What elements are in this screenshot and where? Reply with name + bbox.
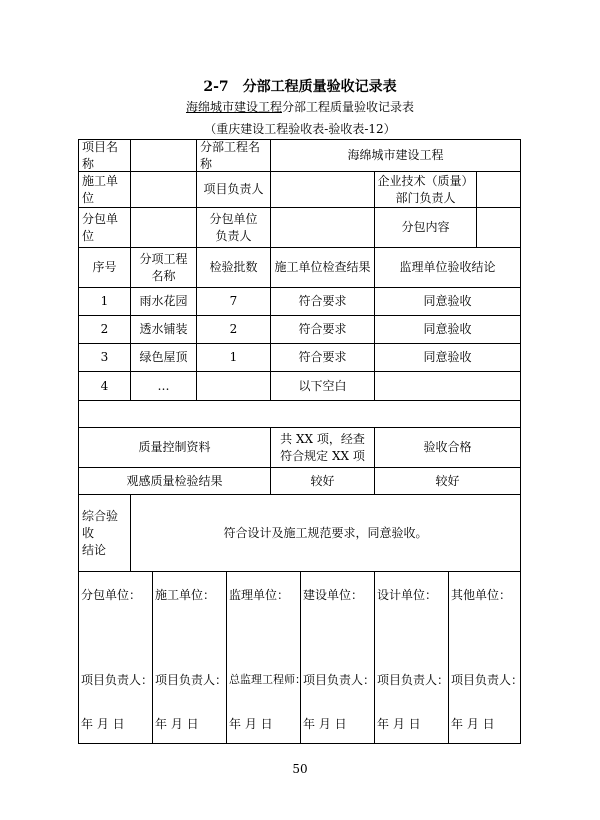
sig-person-owner: 项目负责人： bbox=[303, 673, 376, 687]
tech-lead-label-line1: 企业技术（质量） bbox=[377, 173, 474, 188]
sig-date-owner: 年 月 日 bbox=[303, 717, 347, 731]
overall-label bbox=[78, 494, 131, 572]
sig-person-designer: 项目负责人： bbox=[377, 673, 450, 687]
page-number: 50 bbox=[292, 762, 308, 776]
sub-manager-label-line2: 负责人 bbox=[215, 228, 252, 243]
subtitle-rest: 分部工程质量验收记录表 bbox=[282, 100, 415, 114]
overall-label-line2: 结论 bbox=[82, 542, 107, 557]
col-header-batches: 检验批数 bbox=[196, 247, 271, 288]
quality-control-conclusion: 验收合格 bbox=[374, 427, 521, 468]
row-2-name: 透水铺装 bbox=[130, 315, 197, 344]
quality-control-check-line2: 符合规定 XX 项 bbox=[280, 448, 365, 463]
sig-unit-subcontractor: 分包单位： bbox=[81, 588, 142, 602]
sig-person-contractor: 项目负责人： bbox=[155, 673, 228, 687]
acceptance-table bbox=[79, 139, 524, 744]
col-header-item-line2: 名称 bbox=[151, 268, 176, 283]
appearance-conclusion: 较好 bbox=[374, 467, 521, 495]
project-name-label: 项目名称 bbox=[78, 139, 131, 172]
tech-lead-label-line2: 部门负责人 bbox=[395, 190, 456, 205]
contractor-value[interactable] bbox=[130, 171, 197, 208]
sig-date-designer: 年 月 日 bbox=[377, 717, 421, 731]
division-name-label: 分部工程名称 bbox=[196, 139, 271, 172]
row-4-batches bbox=[196, 371, 271, 401]
row-2-seq: 2 bbox=[78, 315, 131, 344]
tech-lead-label bbox=[374, 171, 477, 208]
tech-lead-value[interactable] bbox=[476, 171, 521, 208]
sig-date-other: 年 月 日 bbox=[451, 717, 495, 731]
row-1-check: 符合要求 bbox=[270, 287, 375, 316]
quality-control-check-line1: 共 XX 项，经查 bbox=[280, 431, 365, 446]
appearance-label: 观感质量检验结果 bbox=[78, 467, 271, 495]
sig-date-supervisor: 年 月 日 bbox=[229, 717, 273, 731]
blank-row bbox=[78, 400, 521, 428]
col-header-item bbox=[130, 247, 197, 288]
row-2-check: 符合要求 bbox=[270, 315, 375, 344]
row-4-name: … bbox=[130, 371, 197, 401]
project-manager-label: 项目负责人 bbox=[196, 171, 271, 208]
col-header-item-line1: 分项工程 bbox=[139, 251, 188, 266]
row-1-name: 雨水花园 bbox=[130, 287, 197, 316]
form-code: （重庆建设工程验收表-验收表-12） bbox=[204, 122, 396, 136]
sub-content-value[interactable] bbox=[476, 207, 521, 248]
subcontractor-value[interactable] bbox=[130, 207, 197, 248]
quality-control-label: 质量控制资料 bbox=[78, 427, 271, 468]
overall-text: 符合设计及施工规范要求，同意验收。 bbox=[130, 494, 521, 572]
sig-person-subcontractor: 项目负责人： bbox=[81, 673, 154, 687]
sig-date-subcontractor: 年 月 日 bbox=[81, 717, 125, 731]
sig-unit-owner: 建设单位： bbox=[303, 588, 364, 602]
row-1-batches: 7 bbox=[196, 287, 271, 316]
row-1-seq: 1 bbox=[78, 287, 131, 316]
sig-unit-designer: 设计单位： bbox=[377, 588, 438, 602]
project-manager-value[interactable] bbox=[270, 171, 375, 208]
row-3-check: 符合要求 bbox=[270, 343, 375, 372]
subtitle-project-type: 海绵城市建设工程 bbox=[185, 100, 282, 114]
row-4-seq: 4 bbox=[78, 371, 131, 401]
row-4-check: 以下空白 bbox=[270, 371, 375, 401]
sig-unit-supervisor: 监理单位： bbox=[229, 588, 290, 602]
row-3-batches: 1 bbox=[196, 343, 271, 372]
form-subtitle bbox=[0, 98, 600, 115]
form-title: 2-7 分部工程质量验收记录表 bbox=[203, 79, 397, 95]
subcontractor-label: 分包单位 bbox=[78, 207, 131, 248]
project-name-value[interactable] bbox=[130, 139, 197, 172]
row-1-conclusion: 同意验收 bbox=[374, 287, 521, 316]
sig-date-contractor: 年 月 日 bbox=[155, 717, 199, 731]
col-header-supervisor-conclusion: 监理单位验收结论 bbox=[374, 247, 521, 288]
overall-label-line1: 综合验收 bbox=[82, 508, 119, 540]
sub-manager-label-line1: 分包单位 bbox=[209, 211, 258, 226]
row-2-conclusion: 同意验收 bbox=[374, 315, 521, 344]
sub-manager-value[interactable] bbox=[270, 207, 375, 248]
quality-control-check bbox=[270, 427, 375, 468]
sig-person-supervisor: 总监理工程师： bbox=[229, 673, 306, 686]
sub-content-label: 分包内容 bbox=[374, 207, 477, 248]
sig-unit-contractor: 施工单位： bbox=[155, 588, 216, 602]
row-3-seq: 3 bbox=[78, 343, 131, 372]
col-header-contractor-check: 施工单位检查结果 bbox=[270, 247, 375, 288]
contractor-label: 施工单位 bbox=[78, 171, 131, 208]
appearance-check: 较好 bbox=[270, 467, 375, 495]
sig-unit-other: 其他单位： bbox=[451, 588, 512, 602]
row-2-batches: 2 bbox=[196, 315, 271, 344]
row-3-name: 绿色屋顶 bbox=[130, 343, 197, 372]
sub-manager-label bbox=[196, 207, 271, 248]
sig-person-other: 项目负责人： bbox=[451, 673, 524, 687]
division-name-value[interactable]: 海绵城市建设工程 bbox=[270, 139, 521, 172]
row-3-conclusion: 同意验收 bbox=[374, 343, 521, 372]
row-4-conclusion bbox=[374, 371, 521, 401]
col-header-seq: 序号 bbox=[78, 247, 131, 288]
